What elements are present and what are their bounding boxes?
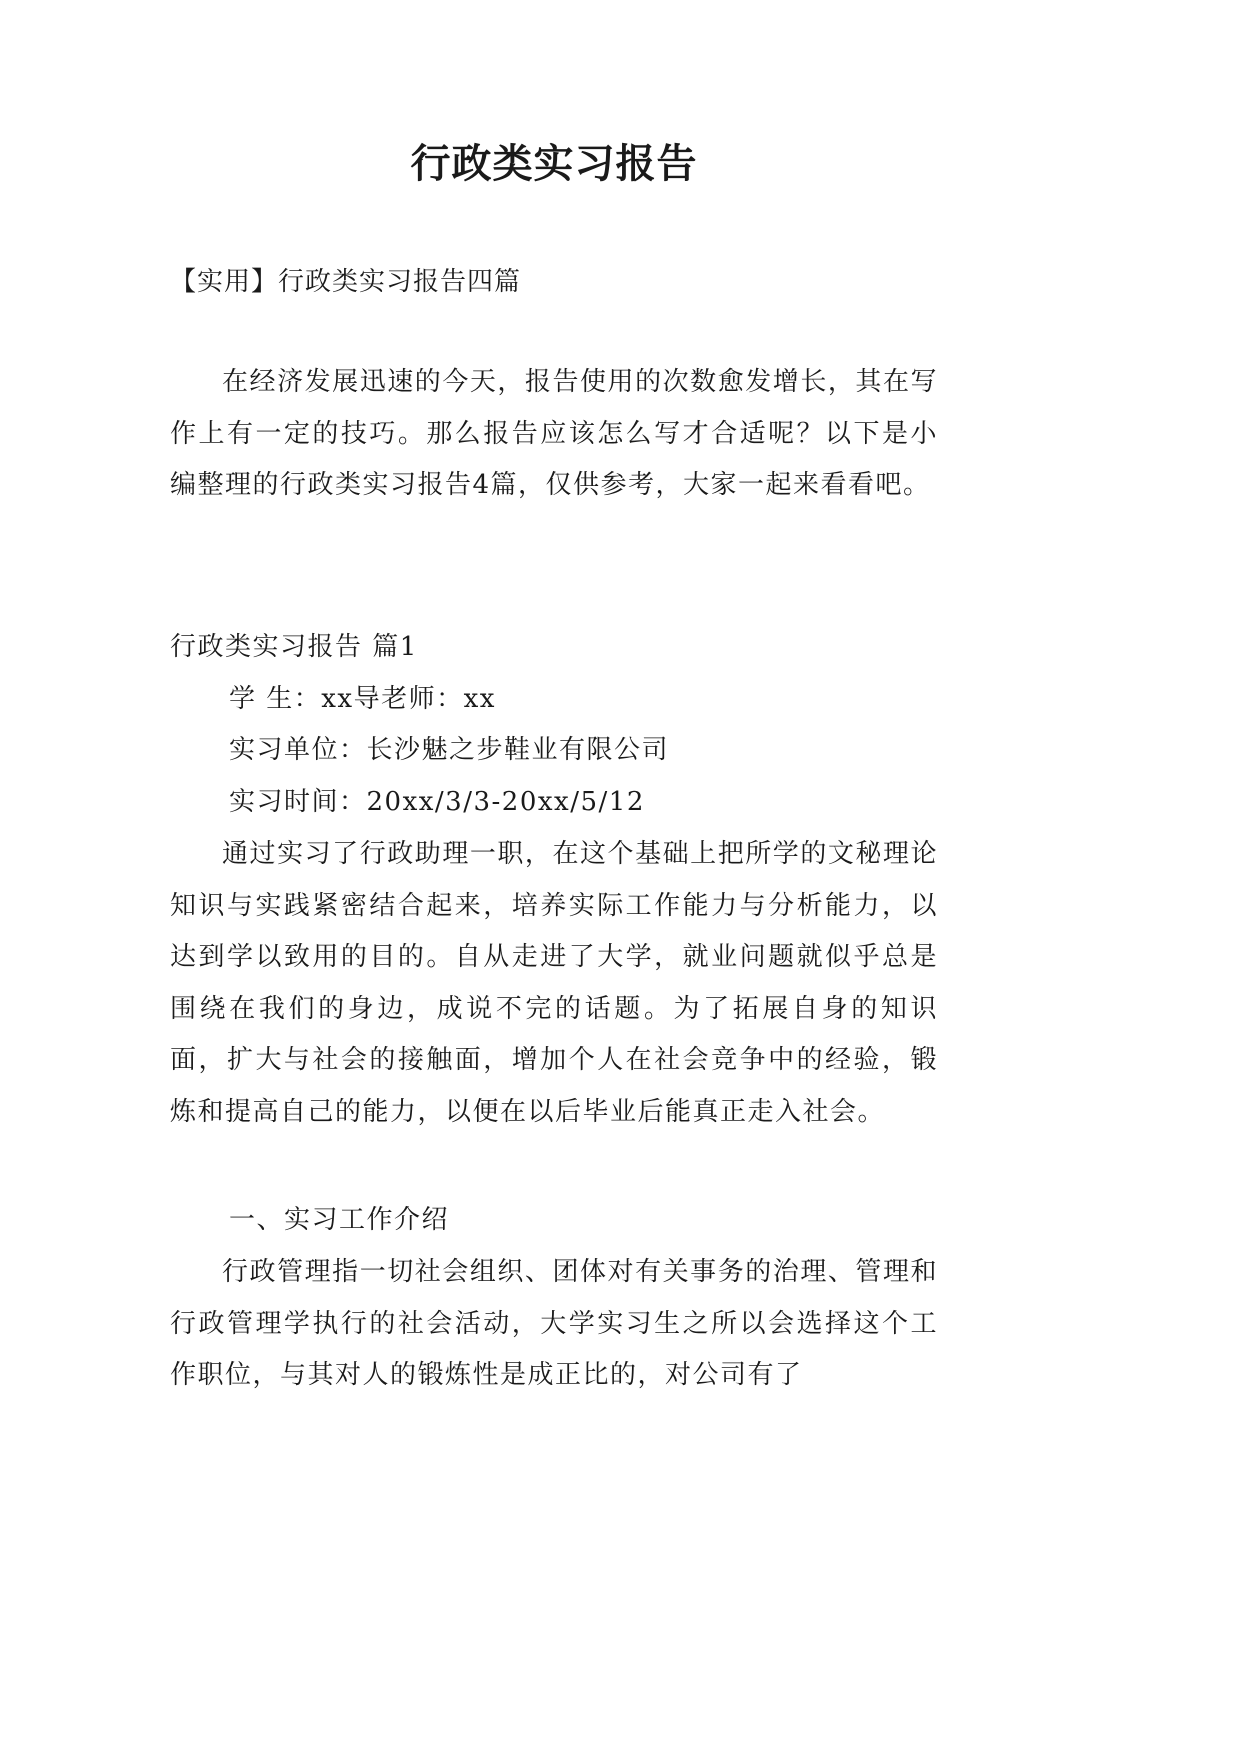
document-subtitle: 【实用】行政类实习报告四篇 — [170, 267, 522, 297]
internship-unit-line: 实习单位：长沙魅之步鞋业有限公司 — [229, 735, 670, 765]
section-heading: 行政类实习报告 篇1 — [170, 632, 418, 662]
intro-paragraph: 在经济发展迅速的今天，报告使用的次数愈发增长，其在写作上有一定的技巧。那么报告应该怎么写才合适呢？以下是小编整理的行政类实习报告4篇，仅供参考，大家一起来看看吧。 — [170, 367, 938, 500]
document-title: 行政类实习报告 — [410, 140, 698, 187]
student-info-line: 学 生：xx导老师：xx — [229, 684, 496, 714]
body-paragraph: 通过实习了行政助理一职，在这个基础上把所学的文秘理论知识与实践紧密结合起来，培养实际工作能力与分析能力，以达到学以致用的目的。自从走进了大学，就业问题就似乎总是围绕在我们的身边，成说不完的话题。为了拓展自身的知识面，扩大与社会的接触面，增加个人在社会竞争中的经验，锻炼和提高自己的能力，以便在以后毕业后能真正走入社会。 — [170, 839, 938, 1127]
body-paragraph: 行政管理指一切社会组织、团体对有关事务的治理、管理和行政管理学执行的社会活动，大学实习生之所以会选择这个工作职位，与其对人的锻炼性是成正比的，对公司有了 — [170, 1257, 938, 1390]
section-subheading: 一、实习工作介绍 — [229, 1205, 450, 1235]
internship-time-line: 实习时间：20xx/3/3-20xx/5/12 — [229, 787, 645, 817]
